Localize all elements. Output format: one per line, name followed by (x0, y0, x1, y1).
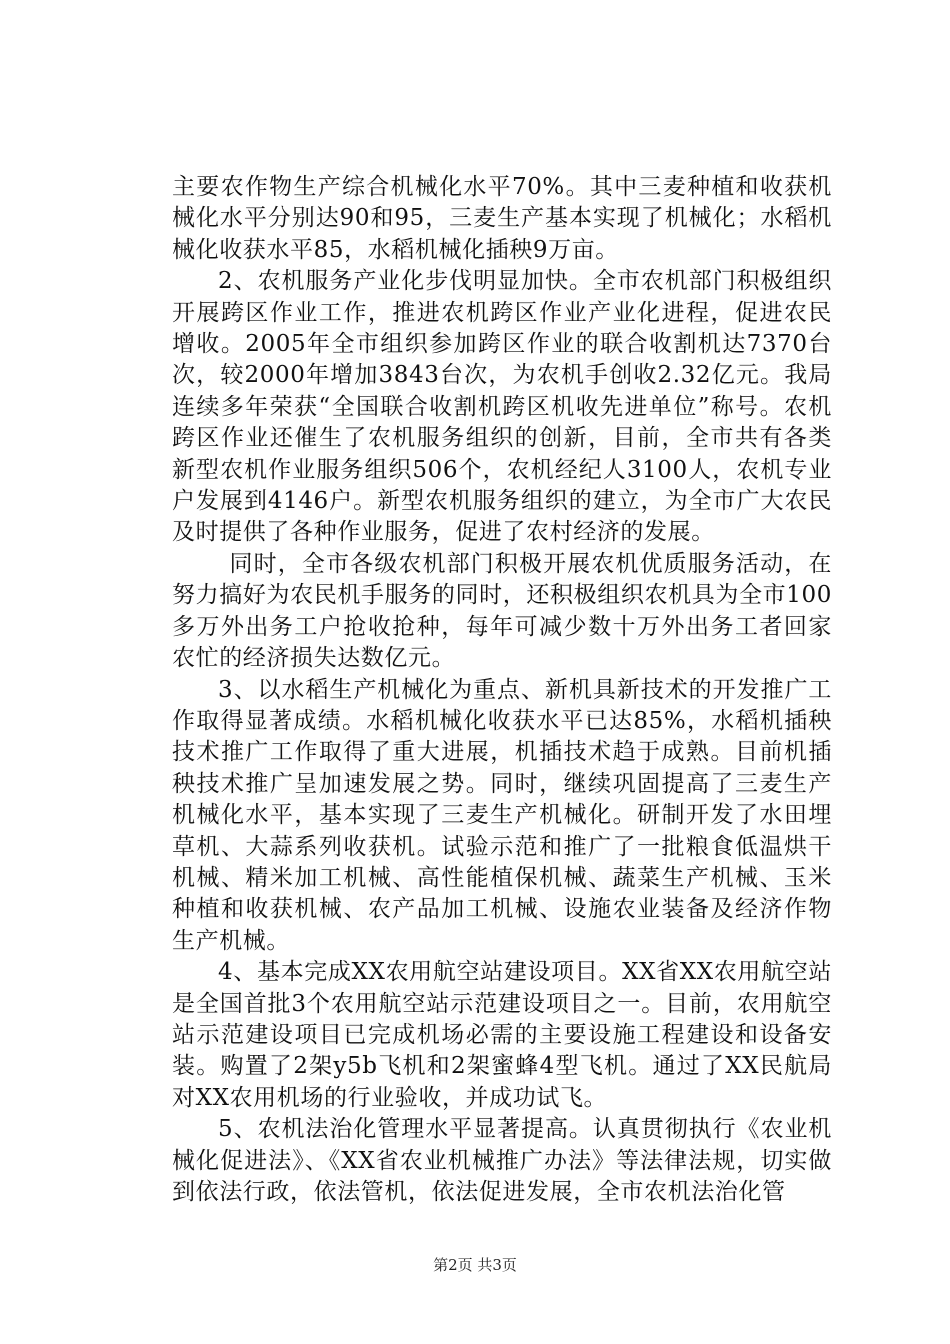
page-footer: 第2页 共3页 (433, 1256, 517, 1274)
paragraph-rice-mechanization: 3、以水稻生产机械化为重点、新机具新技术的开发推广工作取得显著成绩。水稻机械化收获水平已达85%，水稻机插秧技术推广工作取得了重大进展，机插技术趋于成熟。目前机插秧技术推广呈加速发展之势。同时，继续巩固提高了三麦生产机械化水平，基本实现了三麦生产机械化。研制开发了水田埋草机、大蒜系列收获机。试验示范和推广了一批粮食低温烘干机械、精米加工机械、高性能植保机械、蔬菜生产机械、玉米种植和收获机械、农产品加工机械、设施农业装备及经济作物生产机械。 (172, 676, 832, 954)
paragraph-quality-service: 同时，全市各级农机部门积极开展农机优质服务活动，在努力搞好为农民机手服务的同时，还积极组织农机具为全市100多万外出务工户抢收抢种，每年可减少数十万外出务工者回家农忙的经济损失达数亿元。 (172, 550, 832, 672)
paragraph-aviation-station: 4、基本完成XX农用航空站建设项目。XX省XX农用航空站是全国首批3个农用航空站示范建设项目之一。目前，农用航空站示范建设项目已完成机场必需的主要设施工程建设和设备安装。购置了2架y5b飞机和2架蜜蜂4型飞机。通过了XX民航局对XX农用机场的行业验收，并成功试飞。 (172, 959, 832, 1111)
paragraph-legal-management: 5、农机法治化管理水平显著提高。认真贯彻执行《农业机械化促进法》、《XX省农业机械推广办法》等法律法规，切实做到依法行政，依法管机，依法促进发展，全市农机法治化管 (172, 1116, 832, 1205)
paragraph-continuation: 主要农作物生产综合机械化水平70%。其中三麦种植和收获机械化水平分别达90和95，三麦生产基本实现了机械化；水稻机械化收获水平85，水稻机械化插秧9万亩。 (172, 174, 832, 263)
document-body (172, 172, 832, 1208)
paragraph-service-industrialization: 2、农机服务产业化步伐明显加快。全市农机部门积极组织开展跨区作业工作，推进农机跨区作业产业化进程，促进农民增收。2005年全市组织参加跨区作业的联合收割机达7370台次，较2000年增加3843台次，为农机手创收2.32亿元。我局连续多年荣获“全国联合收割机跨区机收先进单位”称号。农机跨区作业还催生了农机服务组织的创新，目前，全市共有各类新型农机作业服务组织506个，农机经纪人3100人，农机专业户发展到4146户。新型农机服务组织的建立，为全市广大农民及时提供了各种作业服务，促进了农村经济的发展。 (172, 268, 832, 546)
